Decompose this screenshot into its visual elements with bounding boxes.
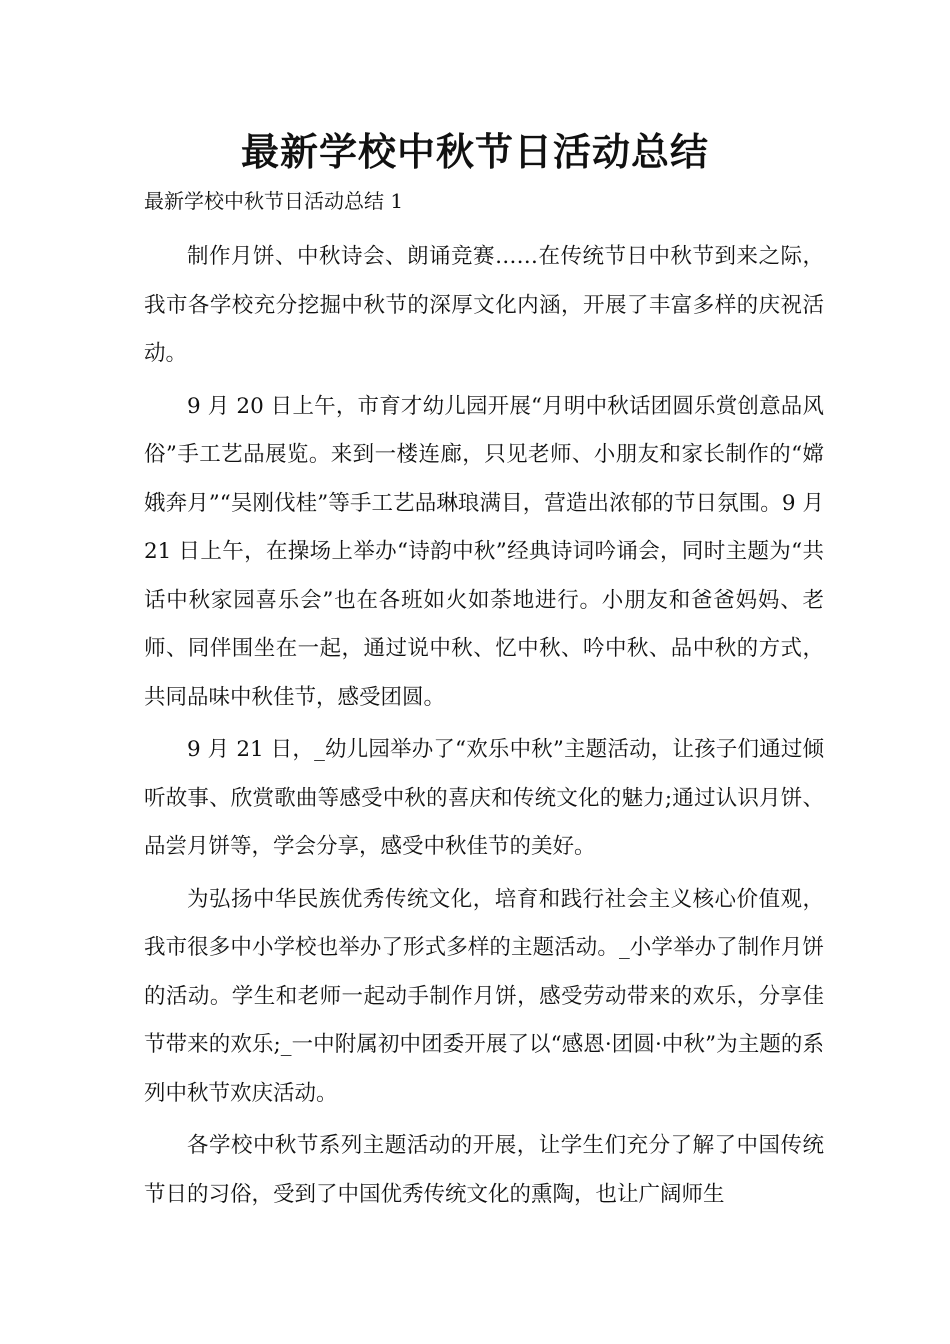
paragraph: 各学校中秋节系列主题活动的开展，让学生们充分了解了中国传统节日的习俗，受到了中国优秀传统文化的熏陶，也让广阔师生 [144, 1133, 824, 1207]
document-subtitle: 最新学校中秋节日活动总结 1 [144, 189, 404, 213]
document-body [144, 233, 824, 1223]
paragraph: 制作月饼、中秋诗会、朗诵竞赛……在传统节日中秋节到来之际，我市各学校充分挖掘中秋节的深厚文化内涵，开展了丰富多样的庆祝活动。 [144, 244, 824, 366]
paragraph: 9 月 20 日上午，市育才幼儿园开展“月明中秋话团圆乐赏创意品风俗”手工艺品展览。来到一楼连廊，只见老师、小朋友和家长制作的“嫦娥奔月”“吴刚伐桂”等手工艺品琳琅满目，营造出浓郁的节日氛围。9 月 21 日上午，在操场上举办“诗韵中秋”经典诗词吟诵会，同时主题为“共话中秋家园喜乐会”也在各班如火如荼地进行。小朋友和爸爸妈妈、老师、同伴围坐在一起，通过说中秋、忆中秋、吟中秋、品中秋的方式，共同品味中秋佳节，感受团圆。 [144, 393, 824, 710]
paragraph: 为弘扬中华民族优秀传统文化，培育和践行社会主义核心价值观，我市很多中小学校也举办了形式多样的主题活动。_小学举办了制作月饼的活动。学生和老师一起动手制作月饼，感受劳动带来的欢乐，分享佳节带来的欢乐;_一中附属初中团委开展了以“感恩·团圆·中秋”为主题的系列中秋节欢庆活动。 [144, 886, 824, 1106]
paragraph: 9 月 21 日，_幼儿园举办了“欢乐中秋”主题活动，让孩子们通过倾听故事、欣赏歌曲等感受中秋的喜庆和传统文化的魅力;通过认识月饼、品尝月饼等，学会分享，感受中秋佳节的美好。 [144, 737, 824, 859]
document-title: 最新学校中秋节日活动总结 [240, 130, 709, 174]
